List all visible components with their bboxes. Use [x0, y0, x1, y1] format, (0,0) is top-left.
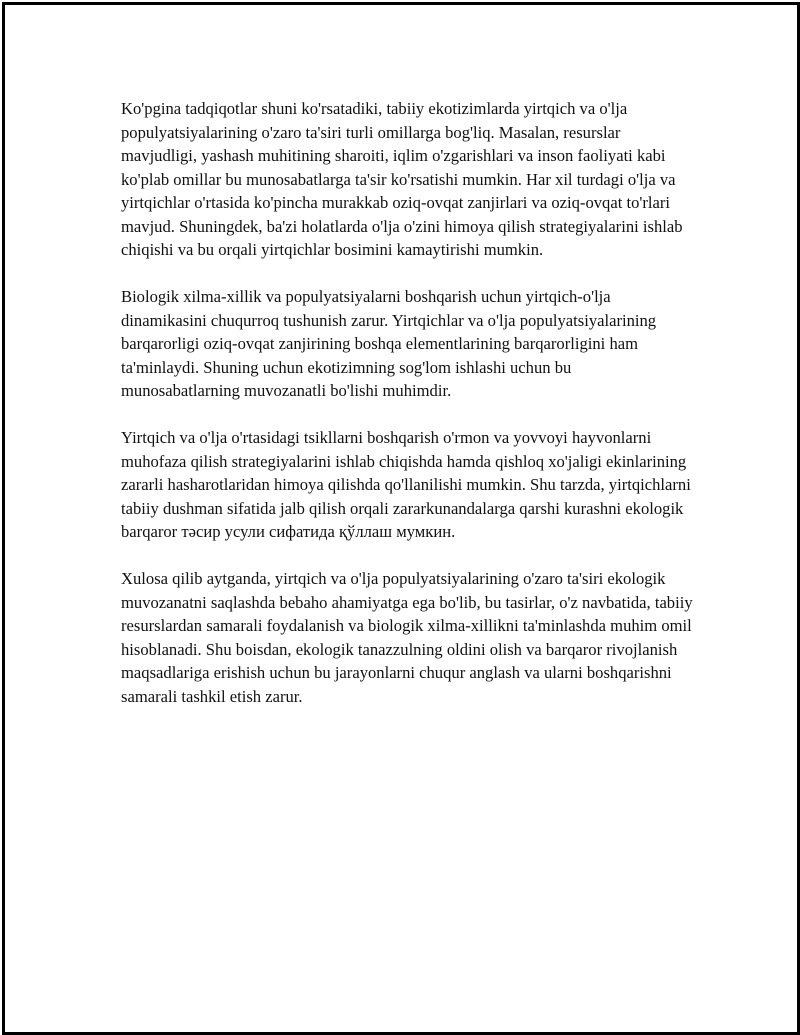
- paragraph-3: Yirtqich va o'lja o'rtasidagi tsikllarni boshqarish o'rmon va yovvoyi hayvonlarni muhofaza qilish strategiyalarini ishlab chiqishda hamda qishloq xo'jaligi ekinlarining zararli hasharotlaridan himoya qilishda qo'llanilishi mumkin. Shu tarzda, yirtqichlarni tabiiy dushman sifatida jalb qilish orqali zararkunandalarga qarshi kurashni ekologik barqaror тәсир усули сифатида қўллаш мумкин.: [121, 428, 691, 541]
- paragraph-4: Xulosa qilib aytganda, yirtqich va o'lja populyatsiyalarining o'zaro ta'siri ekologik muvozanatni saqlashda bebaho ahamiyatga ega bo'lib, bu tasirlar, o'z navbatida, tabiiy resurslardan samarali foydalanish va biologik xilma-xillikni ta'minlashda muhim omil hisoblanadi. Shu boisdan, ekologik tanazzulning oldini olish va barqaror rivojlanish maqsadlariga erishish uchun bu jarayonlarni chuqur anglash va ularni boshqarishni samarali tashkil etish zarur.: [121, 569, 693, 706]
- document-body: [121, 97, 693, 732]
- paragraph-2: Biologik xilma-xillik va populyatsiyalarni boshqarish uchun yirtqich-o'lja dinamikasini chuqurroq tushunish zarur. Yirtqichlar va o'lja populyatsiyalarining barqarorligi oziq-ovqat zanjirining boshqa elementlarining barqarorligini ham ta'minlaydi. Shuning uchun ekotizimning sog'lom ishlashi uchun bu munosabatlarning muvozanatli bo'lishi muhimdir.: [121, 287, 657, 400]
- page-frame: [2, 2, 800, 1035]
- paragraph-1: Ko'pgina tadqiqotlar shuni ko'rsatadiki, tabiiy ekotizimlarda yirtqich va o'lja populyatsiyalarining o'zaro ta'siri turli omillarga bog'liq. Masalan, resurslar mavjudligi, yashash muhitining sharoiti, iqlim o'zgarishlari va inson faoliyati kabi ko'plab omillar bu munosabatlarga ta'sir ko'rsatishi mumkin. Har xil turdagi o'lja va yirtqichlar o'rtasida ko'pincha murakkab oziq-ovqat zanjirlari va oziq-ovqat to'rlari mavjud. Shuningdek, ba'zi holatlarda o'lja o'zini himoya qilish strategiyalarini ishlab chiqishi va bu orqali yirtqichlar bosimini kamaytirishi mumkin.: [121, 99, 683, 259]
